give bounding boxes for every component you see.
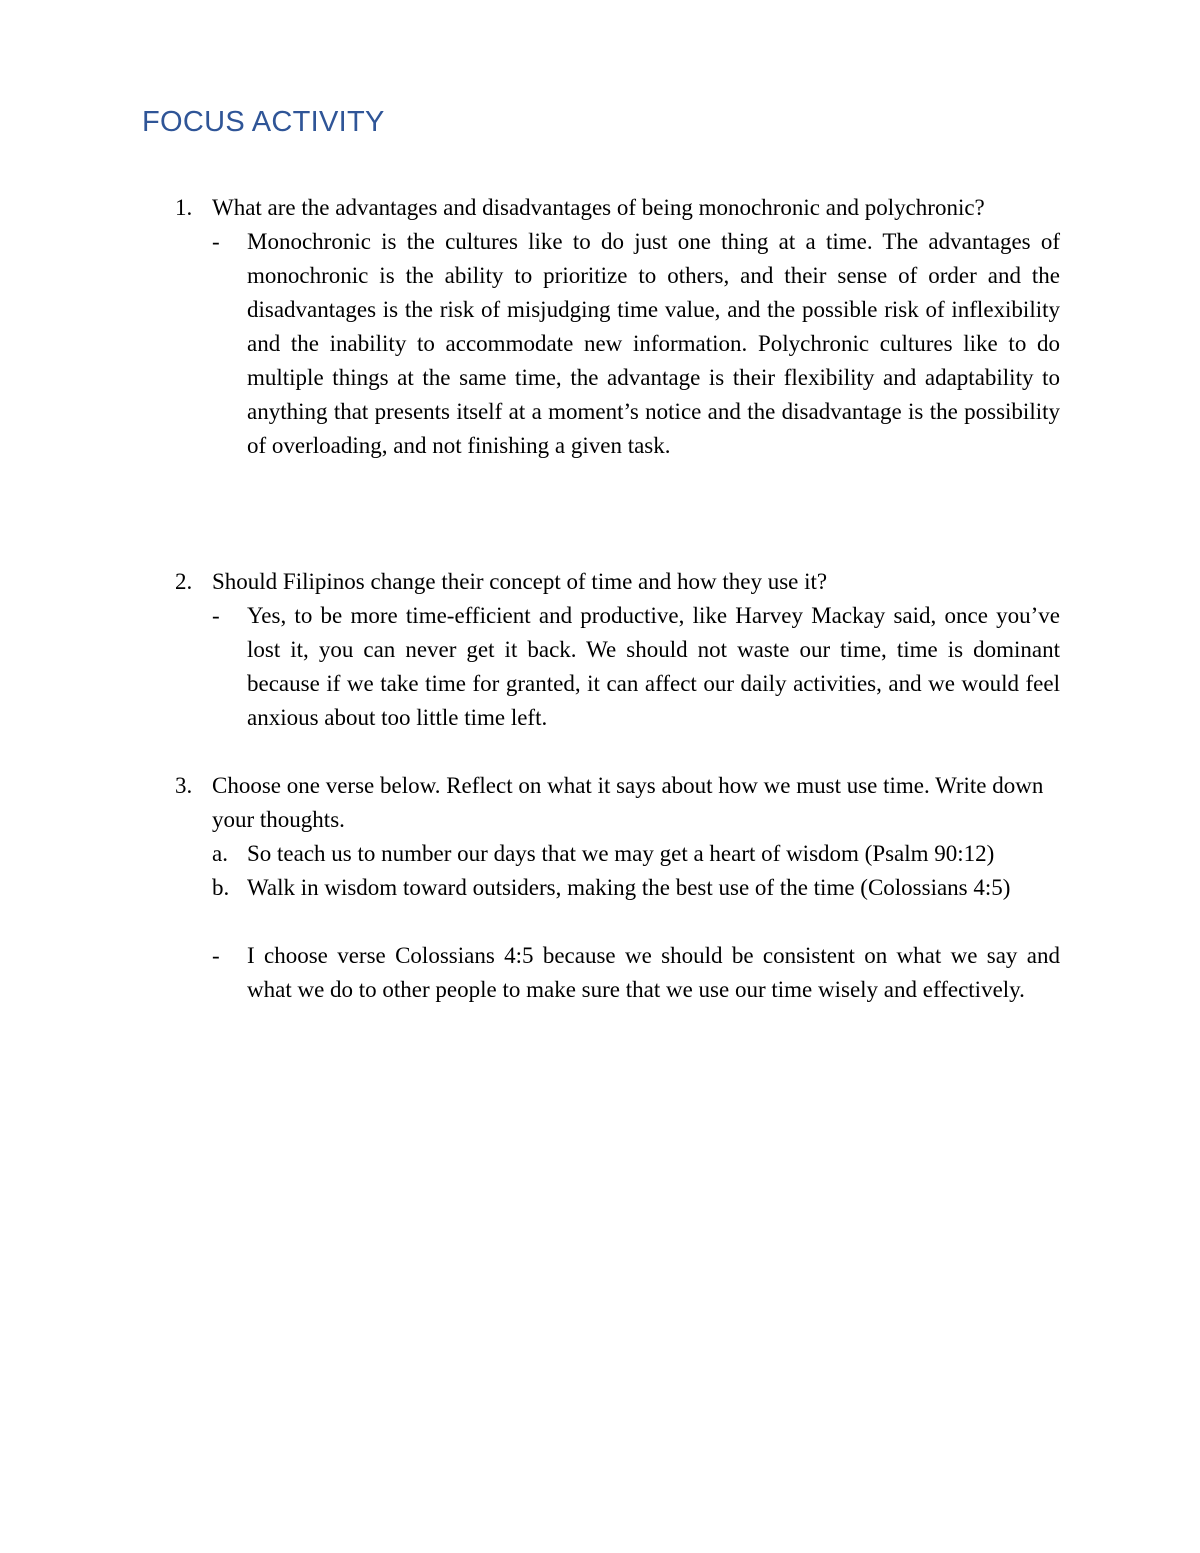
page-title: FOCUS ACTIVITY (142, 106, 385, 138)
spacer (175, 905, 1060, 939)
verse-option-b (212, 871, 1060, 905)
question-text: Choose one verse below. Reflect on what it says about how we must use time. Write down your thoughts. (212, 773, 1044, 832)
answer-block (212, 225, 1060, 463)
answer-text: Yes, to be more time-efficient and productive, like Harvey Mackay said, once you’ve lost it, you can never get it back. We should not waste our time, time is dominant because if we take time for granted, it can affect our daily activities, and we would feel anxious about too little time left. (247, 603, 1060, 730)
question-number: 1. (175, 195, 193, 220)
verse-text: So teach us to number our days that we may get a heart of wisdom (Psalm 90:12) (247, 841, 995, 866)
answer-text: I choose verse Colossians 4:5 because we should be consistent on what we say and what we do to other people to make sure that we use our time wisely and effectively. (247, 943, 1060, 1002)
verse-letter: a. (212, 841, 228, 866)
answer-text: Monochronic is the cultures like to do just one thing at a time. The advantages of monochronic is the ability to prioritize to others, and their sense of order and the disadvantages is the risk of misjudging time value, and the possible risk of inflexibility and the inability to accommodate new information. Polychronic cultures like to do multiple things at the same time, the advantage is their flexibility and adaptability to anything that presents itself at a moment’s notice and the disadvantage is the possibility of overloading, and not finishing a given task. (247, 229, 1060, 458)
dash-bullet: - (212, 229, 220, 254)
verse-option-a (212, 837, 1060, 871)
question-number: 3. (175, 773, 193, 798)
answer-block (212, 599, 1060, 735)
question-text: What are the advantages and disadvantages of being monochronic and polychronic? (212, 195, 985, 220)
dash-bullet: - (212, 603, 220, 628)
answer-block (212, 939, 1060, 1007)
verse-text: Walk in wisdom toward outsiders, making the best use of the time (Colossians 4:5) (247, 875, 1011, 900)
verse-letter: b. (212, 875, 230, 900)
question-text: Should Filipinos change their concept of time and how they use it? (212, 569, 828, 594)
dash-bullet: - (212, 943, 220, 968)
question-item-1 (175, 191, 1060, 463)
question-item-2 (175, 565, 1060, 735)
question-number: 2. (175, 569, 193, 594)
question-item-3 (175, 769, 1060, 1007)
